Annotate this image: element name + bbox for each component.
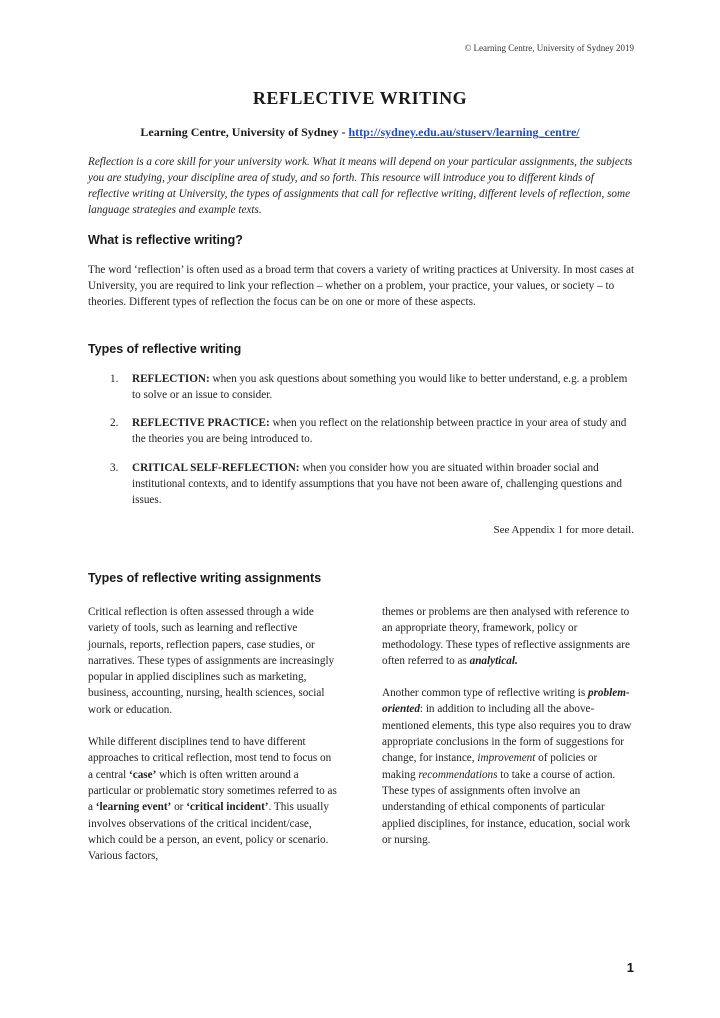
- list-term: CRITICAL SELF-REFLECTION:: [132, 462, 300, 474]
- intro-paragraph: Reflection is a core skill for your university work. What it means will depend on your particular assignments, the subjects you are studying, your discipline area of study, and so forth. This resource will introduce you to different kinds of reflective writing at University, the types of assignments that call for reflective writing, different levels of reflection, some language strategies and example texts.: [88, 156, 633, 216]
- list-text: when you ask questions about something you would like to better understand, e.g. a problem to solve or an issue to consider.: [132, 373, 628, 401]
- document-title: REFLECTIVE WRITING: [252, 88, 468, 108]
- section-heading-types: Types of reflective writing: [88, 342, 242, 356]
- left-paragraph-2: While different disciplines tend to have different approaches to critical reflection, most tend to focus on a central ‘case’ which is often written around a particular or problematic story sometimes referred to as a ‘learning event’ or ‘critical incident’. This usually involves observations of the critical incident/case, which could be a person, an event, policy or scenario. Various factors,: [88, 736, 337, 863]
- list-text: when you consider how you are situated within broader social and institutional contexts, and to identify assumptions that you have not been aware of, challenging questions and issues.: [132, 462, 622, 506]
- list-number: 2.: [110, 417, 119, 429]
- list-text: when you reflect on the relationship between practice in your area of study and the theories you are being introduced to.: [132, 417, 627, 445]
- section-heading-what-is: What is reflective writing?: [88, 233, 243, 247]
- right-column: [382, 604, 632, 864]
- copyright-notice: © Learning Centre, University of Sydney 2019: [464, 43, 634, 53]
- left-column: [88, 604, 338, 880]
- right-paragraph-2: Another common type of reflective writing is problem-oriented: in addition to including all the above-mentioned elements, this type also requires you to draw appropriate conclusions in the form of suggestions for change, for instance, improvement of policies or making recommendations to take a course of action. These types of assignments often involve an understanding of ethical components of particular applied disciplines, for instance, education, social work or nursing.: [382, 687, 632, 846]
- list-term: REFLECTION:: [132, 373, 210, 385]
- list-term: REFLECTIVE PRACTICE:: [132, 417, 270, 429]
- list-number: 3.: [110, 462, 119, 474]
- section-heading-assignments: Types of reflective writing assignments: [88, 571, 322, 585]
- document-subtitle: [0, 125, 720, 140]
- left-paragraph-1: Critical reflection is often assessed through a wide variety of tools, such as learning and reflective journals, reports, reflection papers, case studies, or narratives. These types of assignments are increasingly popular in applied disciplines such as marketing, business, accounting, nursing, health sciences, social work or education.: [88, 606, 335, 716]
- appendix-note: See Appendix 1 for more detail.: [493, 524, 634, 536]
- learning-centre-link[interactable]: http://sydney.edu.au/stuserv/learning_centre/: [348, 125, 580, 139]
- page-number: 1: [626, 960, 634, 975]
- list-number: 1.: [110, 373, 119, 385]
- right-paragraph-1: themes or problems are then analysed with reference to an appropriate theory, framework, policy or methodology. These types of reflective assignments are often referred to as analytical.: [382, 606, 630, 667]
- section1-body: The word ‘reflection’ is often used as a broad term that covers a variety of writing practices at University. In most cases at University, you are required to link your reflection – whether on a problem, your practice, your values, or society – to theories. Different types of reflection the focus can be on one or more of these aspects.: [88, 264, 635, 308]
- subtitle-text: Learning Centre, University of Sydney -: [140, 125, 349, 139]
